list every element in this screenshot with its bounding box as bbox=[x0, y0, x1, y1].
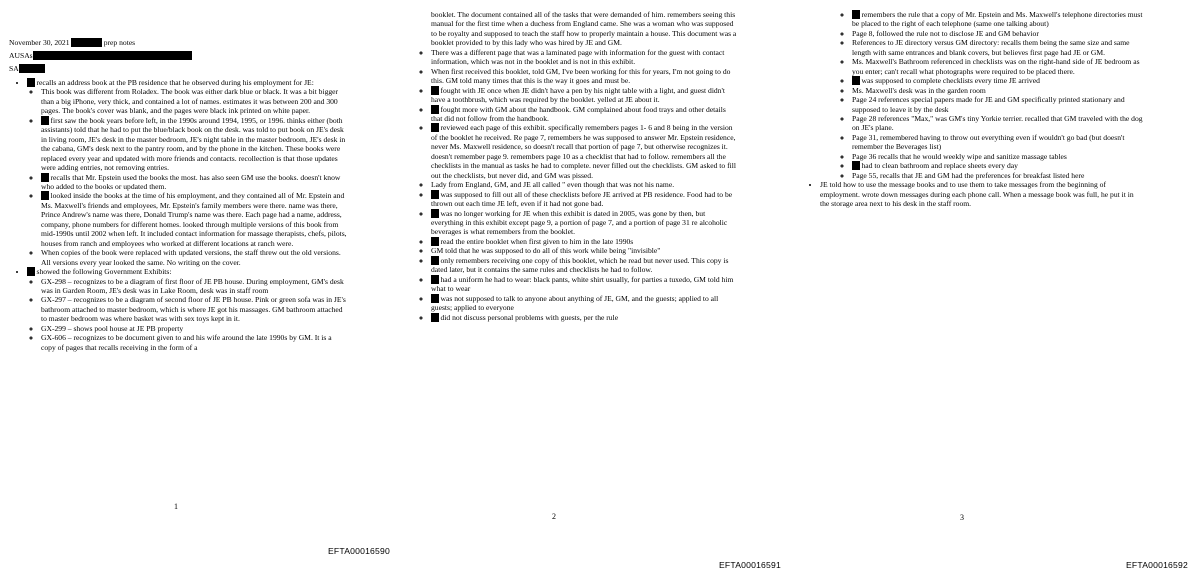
list-item bbox=[431, 190, 737, 209]
page-1 bbox=[0, 0, 400, 574]
list-item bbox=[431, 237, 737, 246]
bates-number: EFTA00016591 bbox=[719, 560, 781, 570]
list-item bbox=[431, 180, 737, 189]
list-item bbox=[41, 324, 347, 333]
list-item bbox=[431, 67, 737, 86]
list-item-text: Page 28 references "Max," was GM's tiny Yorkie terrier. recalled that GM traveled with the dog on JE's plane. bbox=[852, 113, 1143, 133]
page-number: 2 bbox=[552, 512, 556, 521]
list-item-text: GX-606 – recognizes to be document given to and his wife around the late 1990s by GM. It is a copy of pages that recalls receiving in the form of a bbox=[41, 333, 332, 352]
list-item-text: References to JE directory versus GM directory: recalls them being the same size and same length with same entrances and blank covers, but believes first page had JE or GM. bbox=[852, 38, 1130, 57]
list-item-text: reviewed each page of this exhibit. specifically remembers pages 1- 6 and 8 being in the version of the booklet he received. Re page 7, remembers he was supposed to answer Mr. Epstein residence, never Ms. Maxwell residence, so doesn't recall that portion of page 7, but otherwise recognizes it. doesn't remember page 9. remembers page 10 as a checklist that had to follow. remembers all the checklists in the manual as tasks he had to complete. never filled out the checklists. GM asked to fill out the checklists, but never did, and GM was pissed. bbox=[431, 123, 736, 180]
list-item bbox=[852, 10, 1144, 29]
list-item-text: This book was different from Roladex. The book was either dark blue or black. It was a bit bigger than a big iPhone, very thick, and contained a lot of names. estimates it was between 200 and 300 pages. The book's cover was blank, and the pages were black ink printed on white paper. bbox=[41, 87, 339, 116]
bullet-address-book bbox=[27, 78, 347, 267]
list-item bbox=[431, 123, 737, 180]
bullet-text: recalls an address book at the PB residence that he observed during his employment for JE: bbox=[36, 78, 314, 87]
list-item-text: Page 24 references special papers made for JE and GM specifically printed stationary and supposed to leave it by the desk bbox=[852, 95, 1125, 114]
list-item bbox=[852, 152, 1144, 161]
list-item-text: GX-299 – shows pool house at JE PB property bbox=[41, 323, 184, 333]
list-item bbox=[852, 86, 1144, 95]
list-item-text: Lady from England, GM, and JE all called " even though that was not his name. bbox=[431, 180, 675, 190]
list-item bbox=[41, 173, 347, 192]
list-item bbox=[41, 87, 347, 115]
list-item-text: GX-298 – recognizes to be a diagram of first floor of JE PB house. During employment, GM's desk was in Garden Room, JE's desk was in Lake Room, desk was in staff room bbox=[41, 276, 344, 295]
list-item bbox=[852, 76, 1144, 85]
list-item-text: GX-297 – recognizes to be a diagram of second floor of JE PB house. Pink or green sofa was in JE's bathroom attached to master bedroom, which is where JE got his massages. GM bathroom attached to master bedroom was where basket was with sex toys kept in it. bbox=[41, 295, 346, 324]
list-item bbox=[852, 57, 1144, 76]
list-item bbox=[41, 277, 347, 296]
list-item-text: GM told that he was supposed to do all of this work while being "invisible" bbox=[431, 246, 661, 256]
sa-label: SA bbox=[9, 64, 19, 73]
list-item bbox=[431, 209, 737, 237]
memo-date: November 30, 2021 bbox=[9, 38, 70, 47]
page-3 bbox=[800, 0, 1199, 574]
list-item bbox=[852, 95, 1144, 114]
bullet-message-books bbox=[820, 180, 1144, 208]
list-item-text: looked inside the books at the time of his employment, and they contained all of Mr. Epstein and Ms. Maxwell's friends and employees, Mr. Epstein's family members were there. name was there, Prince Andrew's name was there, Donald Trump's name was there. Each page had a name, address, company, phone numbers for different homes. looked through multiple versions of this book from mid-1990s until 2002 when left. It included contact information for massage therapists, chefs, pilots, houses from ranch and employees who worked at different locations at ranch were. bbox=[41, 191, 347, 248]
list-item-text: recalls that Mr. Epstein used the books the most. has also seen GM use the books. doesn't know who added to the books or updated them. bbox=[41, 172, 341, 191]
list-item-text: read the entire booklet when first given to him in the late 1990s bbox=[440, 236, 634, 246]
list-item bbox=[431, 294, 737, 313]
list-item bbox=[852, 133, 1144, 152]
list-item-text: Ms. Maxwell's Bathroom referenced in checklists was on the right-hand side of JE bedroom as you enter; can't recall what photographs were required to be placed there. bbox=[852, 57, 1140, 76]
list-item bbox=[852, 171, 1144, 180]
nested-list bbox=[838, 10, 1144, 180]
list-item bbox=[852, 161, 1144, 170]
list-item bbox=[852, 114, 1144, 133]
list-item-text: Page 8, followed the rule not to disclose JE and GM behavior bbox=[852, 28, 1039, 38]
list-item bbox=[431, 256, 737, 275]
page-2-body bbox=[431, 10, 737, 322]
memo-title: prep notes bbox=[103, 38, 136, 47]
list-item bbox=[431, 48, 737, 67]
bullet-text: JE told how to use the message books and to use them to take messages from the beginning of employment. wrote down messages during each phone call. When a message book was full, he put it in the storage area next to his desk in the staff room. bbox=[820, 180, 1134, 209]
bullet-exhibits bbox=[27, 267, 347, 352]
page-number: 3 bbox=[960, 513, 964, 522]
bates-number: EFTA00016590 bbox=[328, 546, 390, 556]
list-item-text: had to clean bathroom and replace sheets every day bbox=[861, 161, 1018, 171]
list-item-text: remembers the rule that a copy of Mr. Epstein and Ms. Maxwell's telephone directories must be placed to the right of each telephone (same one talking about) bbox=[852, 10, 1143, 29]
bullet-text: showed the following Government Exhibits: bbox=[36, 267, 172, 277]
list-item bbox=[41, 248, 347, 267]
list-item-text: did not discuss personal problems with guests, per the rule bbox=[440, 312, 619, 322]
list-item bbox=[852, 38, 1144, 57]
list-item bbox=[431, 313, 737, 322]
list-item-text: was no longer working for JE when this exhibit is dated in 2005, was gone by then, but everything in this exhibit except page 9, a portion of page 7, and a portion of page 31 re alcoholic beverages is what remembers from the booklet. bbox=[431, 208, 728, 237]
list-item-text: Page 55, recalls that JE and GM had the preferences for breakfast listed here bbox=[852, 170, 1085, 180]
list-item-text: fought more with GM about the handbook. GM complained about food trays and other details that did not follow from the handbook. bbox=[431, 104, 726, 123]
page-number: 1 bbox=[174, 502, 178, 511]
list-item bbox=[41, 333, 347, 352]
list-item-text: When copies of the book were replaced with updated versions, the staff threw out the old versions. All versions every year looked the same. No writing on the cover. bbox=[41, 248, 341, 267]
bates-number: EFTA00016592 bbox=[1126, 560, 1188, 570]
list-item-text: Page 31, remembered having to throw out everything even if wouldn't go bad (but doesn't remember the Beverages list) bbox=[852, 132, 1125, 152]
list-item-text: fought with JE once when JE didn't have a pen by his night table with a light, and guest didn't have a toothbrush, which was required by the booklet. yelled at JE about it. bbox=[431, 85, 726, 105]
page-3-body bbox=[808, 10, 1144, 209]
list-item-text: was supposed to fill out all of these checklists before JE arrived at PB residence. Food had to be thrown out each time JE left, even if it had not gone bad. bbox=[431, 189, 733, 209]
list-item bbox=[41, 116, 347, 173]
continuation-paragraph: booklet. The document contained all of the tasks that were demanded of him. remembers seeing this manual for the first time when a duchess from England came. She was a woman who was supposed to be royalty and supposed to teach the staff how to properly maintain a house. This document was a booklet provided to by this lady who was hired by JE and GM. bbox=[431, 10, 737, 48]
list-item bbox=[852, 29, 1144, 38]
list-item-text: There was a different page that was a laminated page with information for the guest with contact information, which was not in the booklet and is not in this exhibit. bbox=[431, 47, 725, 67]
page-1-body bbox=[9, 36, 347, 352]
ausas-label: AUSAs bbox=[9, 51, 33, 60]
list-item bbox=[431, 246, 737, 255]
list-item-text: only remembers receiving one copy of this booklet, which he read but never used. This copy is dated later, but it contains the same rules and checklists he had to follow. bbox=[431, 255, 729, 275]
list-item-text: Ms. Maxwell's desk was in the garden room bbox=[852, 85, 986, 95]
list-item-text: Page 36 recalls that he would weekly wipe and sanitize massage tables bbox=[852, 151, 1067, 161]
list-item bbox=[431, 86, 737, 105]
list-item-text: When first received this booklet, told GM, I've been working for this for years, I'm not going to do this. GM told many times that this is the way it goes and must be. bbox=[431, 66, 731, 86]
list-item-text: first saw the book years before left, in the 1990s around 1994, 1995, or 1996. thinks either (both assistants) told that he had to put the blue/black book on the desk. was told to put book on JE's desk in living room, JE's desk in the master bedroom, JE's night table in the master bedroom, JE's desk in the cabana, GM's desk next to the pantry room, and by the phone in the kitchen. These books were replaced every year and updated with more friends and contacts. recollection is that those updates were adding entries, not removing entries. bbox=[41, 115, 346, 173]
page-2 bbox=[400, 0, 800, 574]
list-item bbox=[41, 295, 347, 323]
list-item bbox=[431, 275, 737, 294]
list-item-text: was supposed to complete checklists every time JE arrived bbox=[861, 76, 1040, 86]
list-item bbox=[41, 191, 347, 248]
list-item bbox=[431, 105, 737, 124]
memo-header bbox=[9, 36, 347, 75]
list-item-text: was not supposed to talk to anyone about anything of JE, GM, and the guests; applied to all guests; applied to everyone bbox=[431, 293, 719, 313]
list-item-text: had a uniform he had to wear: black pants, white shirt usually, for parties a tuxedo, GM told him what to wear bbox=[431, 274, 734, 294]
